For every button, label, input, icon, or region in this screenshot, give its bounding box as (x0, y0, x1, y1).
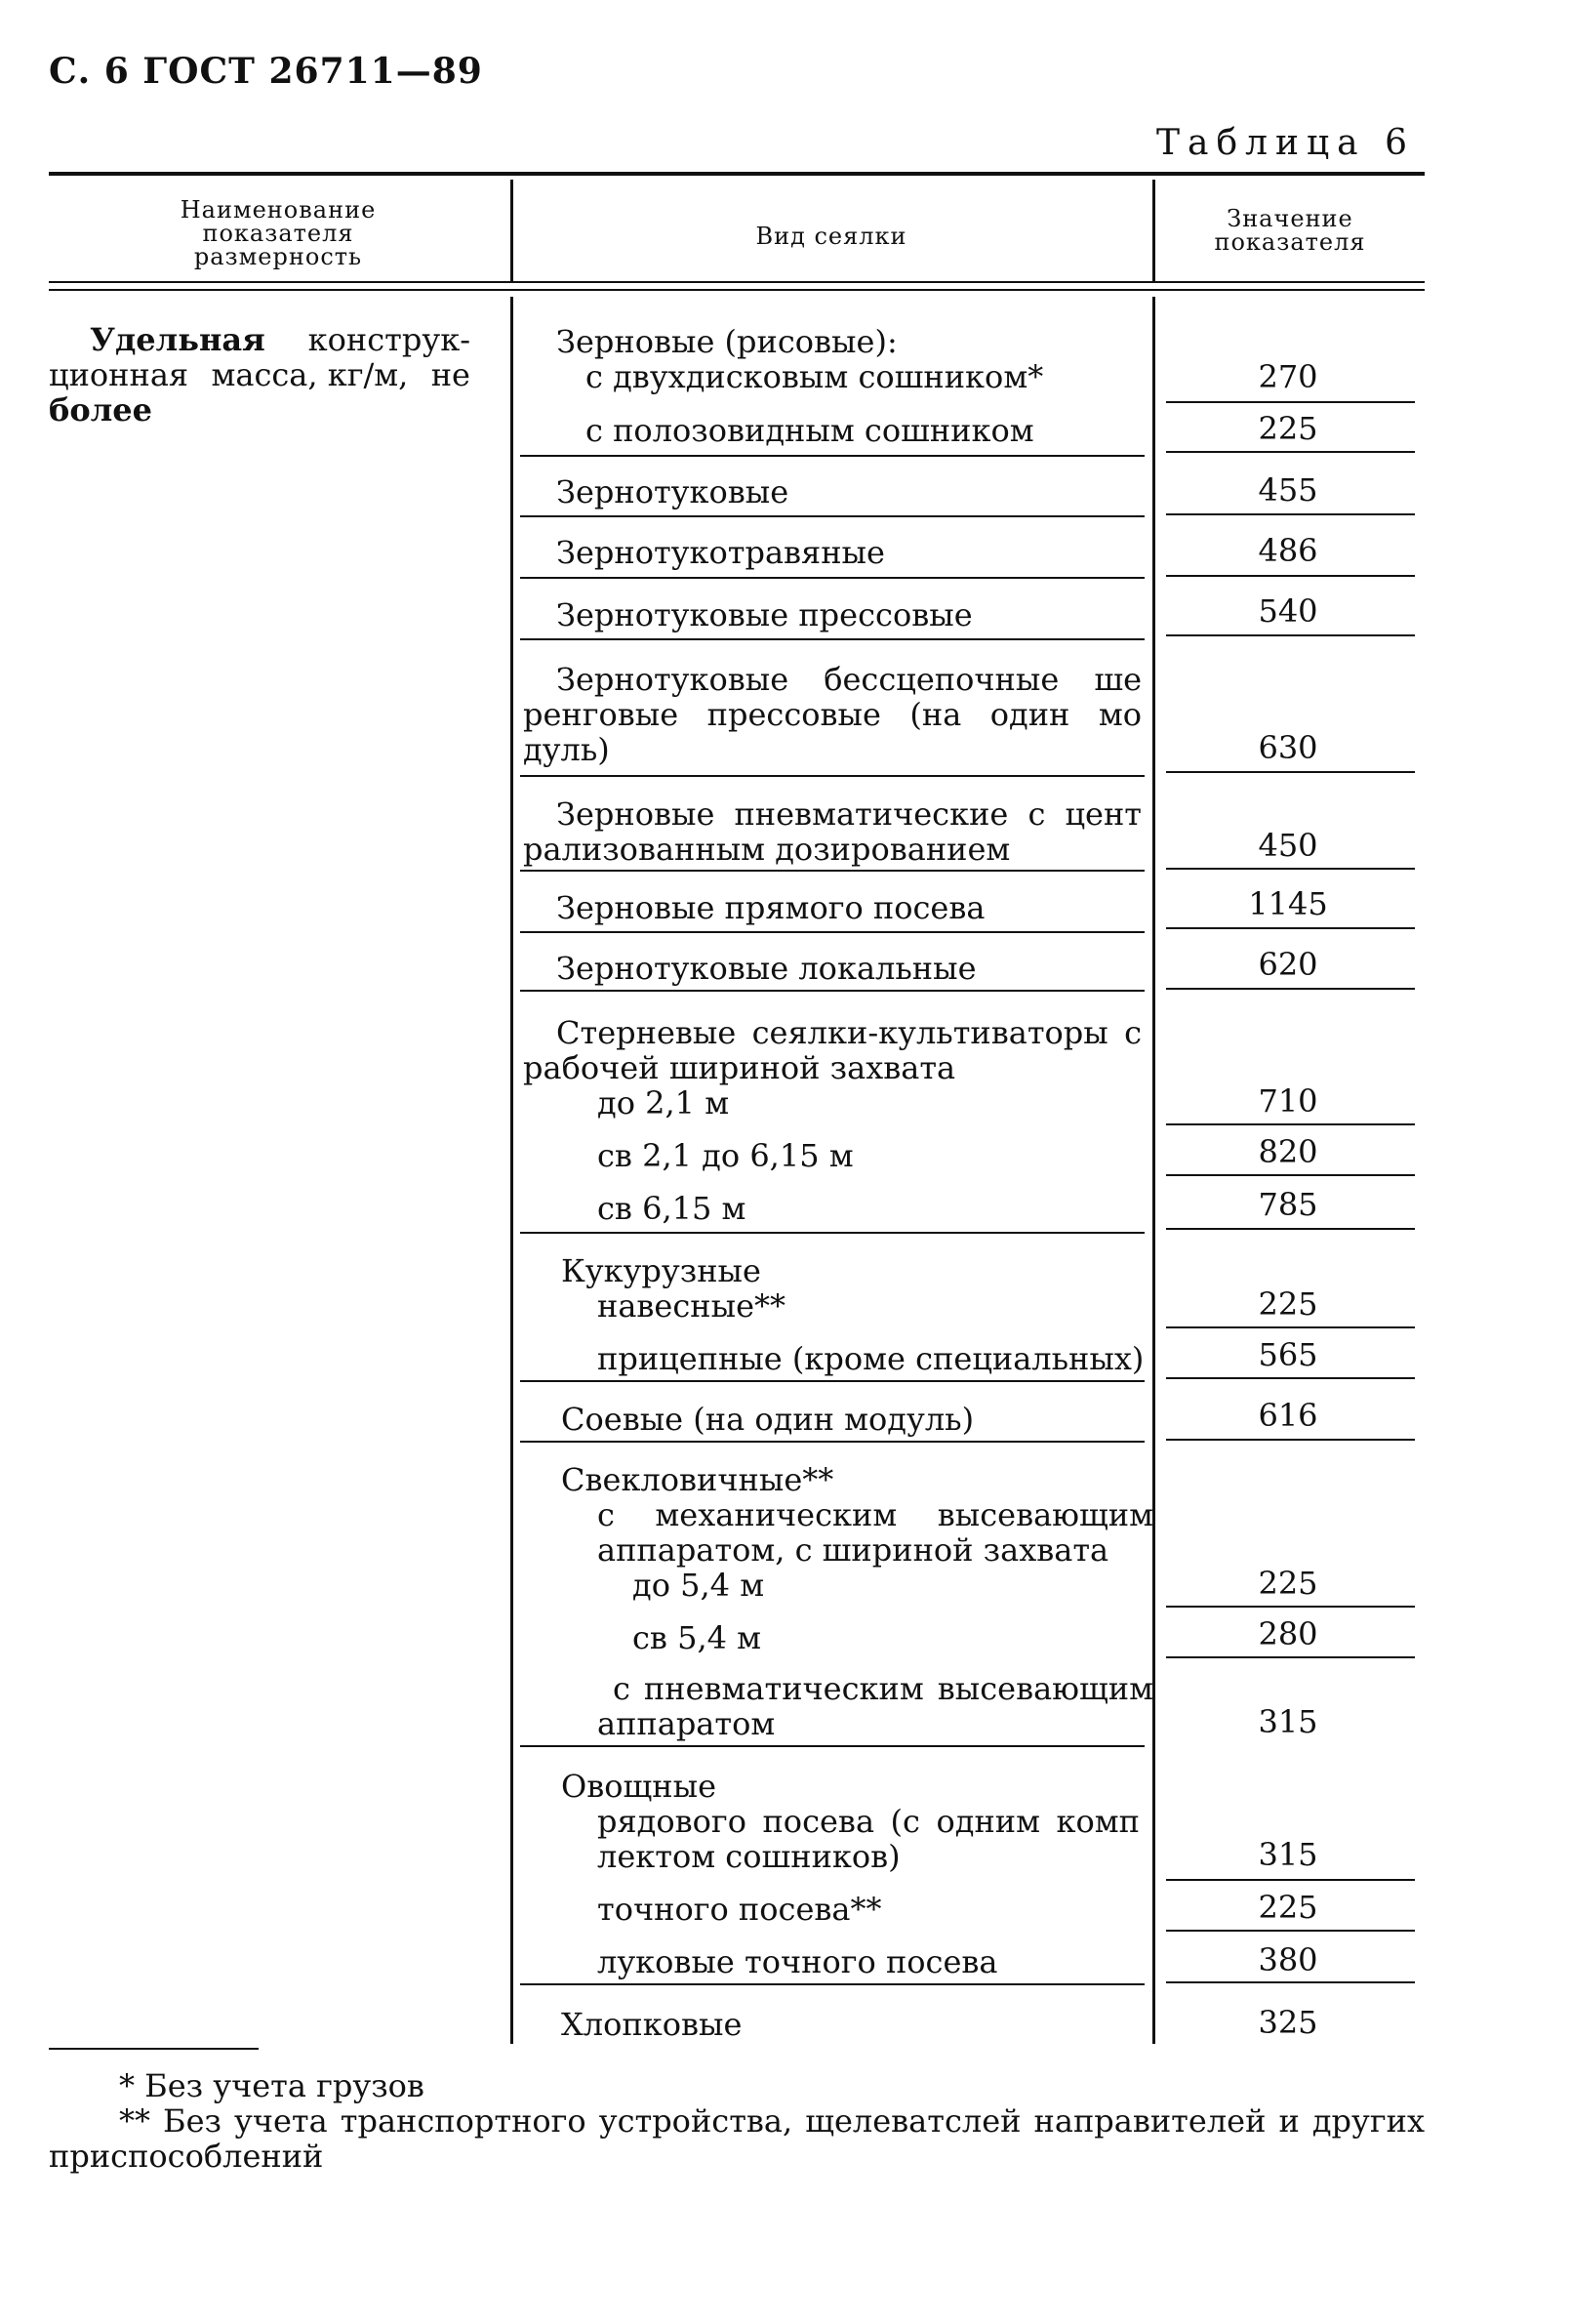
value-underline (1166, 1981, 1415, 1983)
value-underline (1166, 1174, 1415, 1176)
seeder-row: Зернотуковые (556, 473, 789, 510)
seeder-row: Соевые (на один модуль) (561, 1401, 975, 1438)
value-cell: 630 (1258, 729, 1318, 766)
row-separator (520, 775, 1145, 777)
row-separator (520, 931, 1145, 933)
seeder-row-sub: прицепные (кроме специальных) (597, 1340, 1145, 1377)
seeder-row: Стерневые сеялки-культиваторы с (556, 1014, 1142, 1051)
seeder-row: Зерновые прямого посева (556, 889, 986, 926)
value-cell: 225 (1258, 1889, 1318, 1926)
value-underline (1166, 1930, 1415, 1932)
seeder-row: Зернотуковые прессовые (556, 596, 973, 633)
seeder-row: Зерновые пневматические с цент (556, 795, 1142, 833)
value-cell: 225 (1258, 1285, 1318, 1323)
row-separator (520, 1745, 1145, 1747)
value-underline (1166, 1439, 1415, 1441)
value-cell: 325 (1258, 2004, 1318, 2041)
seeder-row-sub: лектом сошников) (597, 1838, 901, 1875)
value-underline (1166, 1377, 1415, 1379)
row-separator (520, 1983, 1145, 1985)
row-separator (520, 455, 1145, 457)
value-cell: 380 (1258, 1941, 1318, 1978)
seeder-row-sub: точного посева** (597, 1891, 882, 1928)
footnote-rule (49, 2048, 259, 2050)
column-header-seeder-type: Вид сеялки (755, 223, 907, 250)
seeder-row-sub: св 6,15 м (597, 1190, 746, 1227)
footnote-2-cont: приспособлений (49, 2138, 324, 2175)
value-underline (1166, 401, 1415, 403)
row-separator (520, 577, 1145, 579)
value-cell: 785 (1258, 1186, 1318, 1223)
column-header-indicator: Наименование показателя размерность (180, 196, 377, 270)
value-underline (1166, 1606, 1415, 1608)
seeder-row-sub: луковые точного посева (597, 1943, 998, 1980)
footnote-2: ** Без учета транспортного устройства, щелеватслей направителей и других (119, 2102, 1425, 2140)
value-cell: 1145 (1248, 885, 1328, 922)
value-underline (1166, 771, 1415, 773)
value-cell: 565 (1258, 1336, 1318, 1373)
seeder-row-sub: с двухдисковым сошником* (585, 358, 1044, 395)
seeder-row-sub: св 2,1 до 6,15 м (597, 1137, 854, 1174)
value-underline (1166, 513, 1415, 515)
seeder-row-sub: с полозовидным сошником (585, 412, 1034, 449)
seeder-row-sub: рядового посева (с одним комп (597, 1803, 1140, 1840)
value-underline (1166, 1123, 1415, 1125)
seeder-row-sub: до 2,1 м (597, 1084, 730, 1121)
value-cell: 315 (1258, 1703, 1318, 1740)
value-underline (1166, 1326, 1415, 1328)
indicator-cell-line2: ционная масса, кг/м, не (49, 356, 470, 393)
value-cell: 486 (1258, 532, 1318, 569)
seeder-row: Хлопковые (561, 2006, 743, 2043)
value-underline (1166, 575, 1415, 577)
row-separator (520, 990, 1145, 992)
row-separator (520, 515, 1145, 517)
value-cell: 280 (1258, 1615, 1318, 1652)
page-header: С. 6 ГОСТ 26711—89 (49, 51, 483, 92)
seeder-row-sub: с пневматическим высевающим (613, 1670, 1153, 1707)
header-rule-2 (49, 289, 1425, 291)
seeder-row: Зернотуковые локальные (556, 950, 977, 987)
seeder-row-cont: рабочей шириной захвата (523, 1049, 956, 1086)
seeder-row: Зернотуковые бессцепочные ше (556, 661, 1142, 698)
value-underline (1166, 1879, 1415, 1881)
value-cell: 225 (1258, 1565, 1318, 1602)
value-underline (1166, 1228, 1415, 1230)
table-label: Таблица 6 (1156, 123, 1415, 163)
value-underline (1166, 451, 1415, 453)
value-cell: 270 (1258, 358, 1318, 395)
seeder-row: Зерновые (рисовые): (556, 323, 898, 360)
value-underline (1166, 868, 1415, 870)
seeder-row-sub: навесные** (597, 1287, 786, 1325)
value-cell: 620 (1258, 946, 1318, 983)
value-cell: 710 (1258, 1082, 1318, 1120)
seeder-row: Кукурузные (561, 1252, 761, 1289)
seeder-row: Овощные (561, 1768, 716, 1805)
value-cell: 450 (1258, 827, 1318, 864)
seeder-row-cont: рализованным дозированием (523, 831, 1011, 868)
value-cell: 616 (1258, 1397, 1318, 1434)
seeder-row-sub: до 5,4 м (632, 1567, 765, 1604)
body-col-divider-1 (510, 297, 513, 2044)
row-separator (520, 1441, 1145, 1443)
seeder-row-cont: ренговые прессовые (на один мо (523, 696, 1142, 733)
table-top-rule (49, 172, 1425, 176)
seeder-row-sub: св 5,4 м (632, 1619, 762, 1656)
seeder-row: Свекловичные** (561, 1461, 834, 1498)
seeder-row-cont: дуль) (523, 731, 610, 768)
indicator-cell-line3: более (49, 391, 152, 428)
row-separator (520, 1380, 1145, 1382)
indicator-cell: Удельная конструк- (90, 321, 470, 358)
value-underline (1166, 634, 1415, 636)
value-cell: 540 (1258, 592, 1318, 630)
seeder-row-sub: аппаратом, с шириной захвата (597, 1531, 1109, 1569)
seeder-row-sub: с механическим высевающим (597, 1496, 1153, 1533)
value-underline (1166, 927, 1415, 929)
seeder-row: Зернотукотравяные (556, 534, 885, 571)
row-separator (520, 870, 1145, 872)
value-cell: 315 (1258, 1836, 1318, 1873)
row-separator (520, 1232, 1145, 1234)
value-underline (1166, 1656, 1415, 1658)
seeder-row-sub: аппаратом (597, 1705, 776, 1742)
row-separator (520, 638, 1145, 640)
footnote-1: * Без учета грузов (119, 2067, 424, 2104)
value-cell: 820 (1258, 1133, 1318, 1170)
body-col-divider-2 (1152, 297, 1155, 2044)
value-underline (1166, 988, 1415, 990)
column-header-value: Значение показателя (1214, 205, 1366, 256)
value-cell: 225 (1258, 410, 1318, 447)
value-cell: 455 (1258, 471, 1318, 509)
header-rule-1 (49, 281, 1425, 283)
